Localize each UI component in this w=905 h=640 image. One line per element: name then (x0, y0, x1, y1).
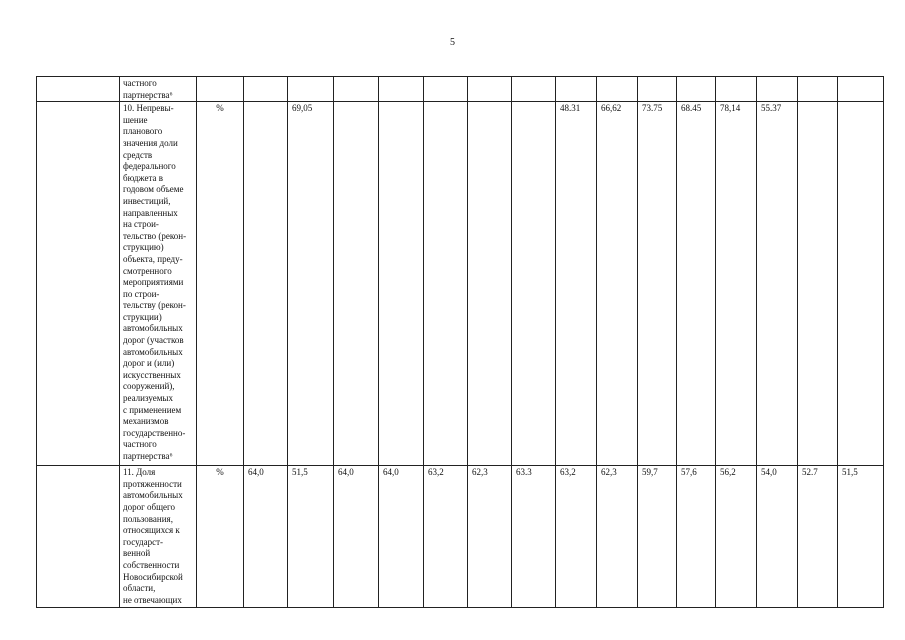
value-cell (468, 102, 512, 466)
indicator-name-cell: частного партнерства⁶ (120, 77, 197, 102)
unit-cell: % (197, 102, 244, 466)
value-cell: 63,2 (556, 466, 597, 608)
value-cell: 62,3 (468, 466, 512, 608)
value-cell (424, 102, 468, 466)
unit-cell: % (197, 466, 244, 608)
value-cell (757, 77, 798, 102)
value-cell: 63.3 (512, 466, 556, 608)
value-cell: 69,05 (288, 102, 334, 466)
table-row (37, 77, 884, 102)
value-cell: 68.45 (677, 102, 716, 466)
value-cell (838, 77, 884, 102)
value-cell (244, 102, 288, 466)
value-cell (838, 102, 884, 466)
value-cell (798, 77, 838, 102)
value-cell: 64,0 (334, 466, 379, 608)
indicator-name-cell: 10. Непревы- шение планового значения доли средств федерального бюджета в годовом объеме инвестиций, направленных на строи- тельство (рекон- струкцию) объекта, преду- смотренного мероприятиями по строи- тельству (рекон- струкции) автомобильных дорог (участков автомобильных дорог и (или) искусственных сооружений), реализуемых с применением механизмов государственно- частного партнерства⁶ (120, 102, 197, 466)
value-cell: 59,7 (638, 466, 677, 608)
value-cell (512, 102, 556, 466)
value-cell (798, 102, 838, 466)
value-cell: 56,2 (716, 466, 757, 608)
value-cell: 51,5 (838, 466, 884, 608)
value-cell (334, 102, 379, 466)
value-cell (597, 77, 638, 102)
indicator-name-cell: 11. Доля протяженности автомобильных дорог общего пользования, относящихся к государст- венной собственности Новосибирской области, не отвечающих (120, 466, 197, 608)
value-cell (424, 77, 468, 102)
value-cell (638, 77, 677, 102)
value-cell: 66,62 (597, 102, 638, 466)
value-cell: 73.75 (638, 102, 677, 466)
value-cell: 78,14 (716, 102, 757, 466)
value-cell (468, 77, 512, 102)
value-cell (379, 77, 424, 102)
value-cell (512, 77, 556, 102)
value-cell (379, 102, 424, 466)
blank-cell (37, 77, 120, 102)
value-cell (556, 77, 597, 102)
value-cell: 48.31 (556, 102, 597, 466)
unit-cell (197, 77, 244, 102)
value-cell: 64,0 (244, 466, 288, 608)
page-number: 5 (450, 37, 455, 48)
value-cell (677, 77, 716, 102)
value-cell: 54,0 (757, 466, 798, 608)
value-cell: 51,5 (288, 466, 334, 608)
value-cell (288, 77, 334, 102)
value-cell: 57,6 (677, 466, 716, 608)
table-row (37, 466, 884, 608)
table-row (37, 102, 884, 466)
value-cell: 52.7 (798, 466, 838, 608)
indicators-table (36, 76, 884, 608)
value-cell: 62,3 (597, 466, 638, 608)
value-cell: 63,2 (424, 466, 468, 608)
blank-cell (37, 102, 120, 466)
value-cell: 64,0 (379, 466, 424, 608)
blank-cell (37, 466, 120, 608)
value-cell (334, 77, 379, 102)
value-cell (716, 77, 757, 102)
value-cell: 55.37 (757, 102, 798, 466)
value-cell (244, 77, 288, 102)
